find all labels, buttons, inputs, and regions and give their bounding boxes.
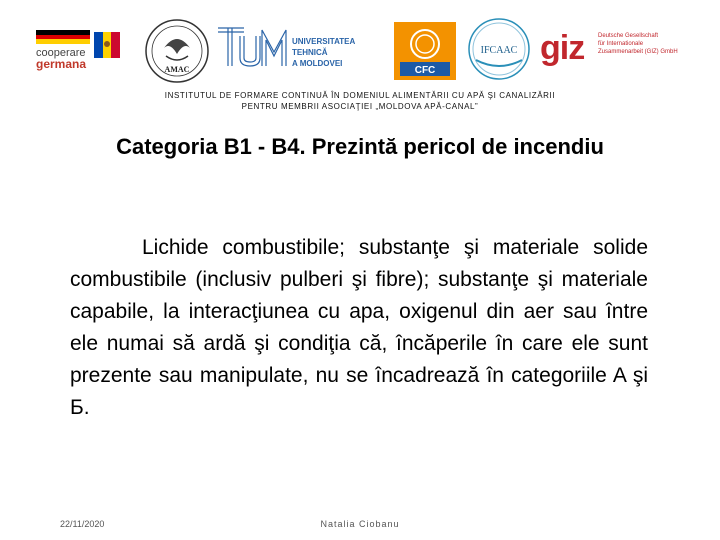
giz-mark: giz	[540, 29, 585, 67]
cfc-logo	[394, 22, 456, 80]
partner-logos	[0, 8, 720, 80]
utm-line1: UNIVERSITATEA TEHNICĂ	[292, 37, 355, 57]
footer-author: Natalia Ciobanu	[320, 519, 400, 529]
ifcaac-logo	[468, 18, 530, 80]
footer-date: 22/11/2020	[60, 519, 105, 529]
cooperare-germana-logo	[34, 30, 126, 86]
institute-line1: INSTITUTUL DE FORMARE CONTINUĂ ÎN DOMENIUL ALIMENTĂRII CU APĂ ŞI CANALIZĂRII	[164, 91, 556, 100]
utm-mark-text: UTM	[252, 52, 255, 53]
ifcaac-label: IFCAAC	[480, 45, 518, 56]
utm-logo	[214, 22, 390, 78]
cfc-label: CFC	[414, 65, 436, 76]
giz-line3: Zusammenarbeit (GIZ) GmbH	[598, 49, 678, 55]
german-flag-icon	[36, 30, 90, 44]
utm-line2: A MOLDOVEI	[292, 59, 343, 68]
institute-header	[0, 90, 720, 112]
institute-line2: PENTRU MEMBRII ASOCIAŢIEI „MOLDOVA APĂ-CANAL”	[241, 102, 479, 111]
utm-mark-icon	[214, 22, 290, 72]
amac-label: AMAC	[164, 65, 190, 74]
amac-seal-logo	[144, 18, 210, 84]
giz-line1: Deutsche Gesellschaft	[598, 33, 659, 39]
cooperare-line1: cooperare	[36, 47, 86, 59]
giz-line2: für Internationale	[598, 41, 644, 47]
slide-body: Lichide combustibile; substanţe şi materiale solide combustibile (inclusiv pulberi şi fibre); substanţe şi materiale capabile, la interacţiunea cu apa, oxigenul din aer sau între ele numai să ardă şi condiţia că, încăperile în care ele sunt prezente sau manipulate, nu se încadrează în categoriile A şi Б.	[70, 236, 648, 419]
giz-logo	[540, 28, 700, 74]
slide-title: Categoria B1 - B4. Prezintă pericol de incendiu	[116, 134, 604, 159]
cooperare-line2: germana	[36, 57, 87, 71]
moldova-flag-icon	[94, 32, 120, 58]
